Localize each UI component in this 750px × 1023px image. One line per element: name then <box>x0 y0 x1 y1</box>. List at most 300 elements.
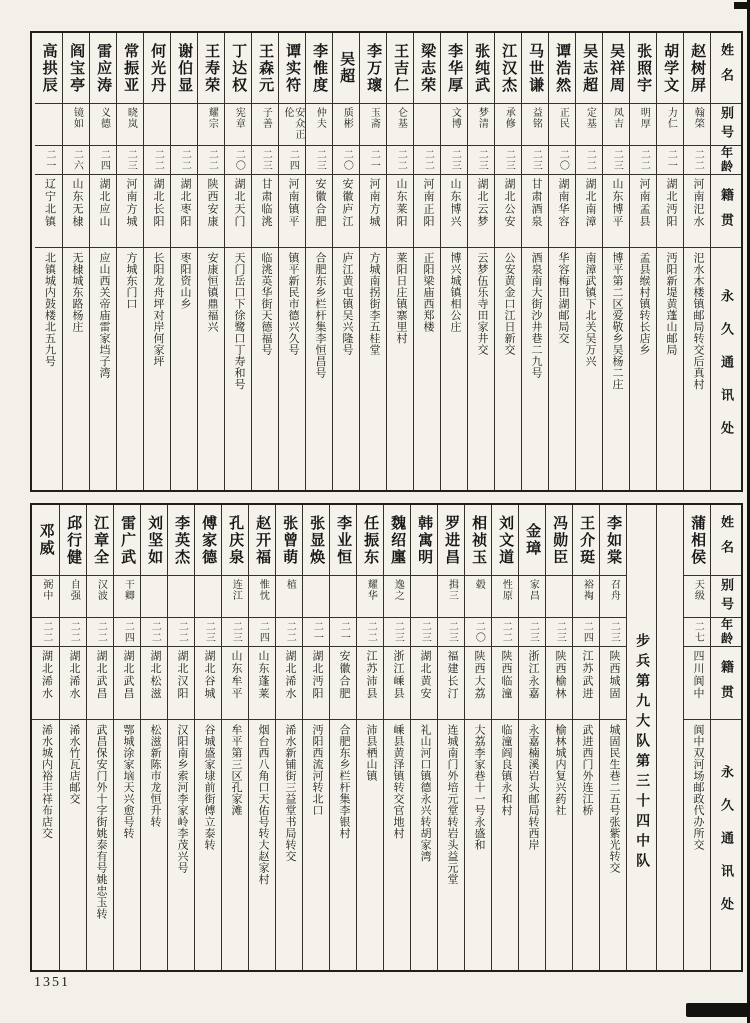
person-column <box>275 505 302 970</box>
person-native-place: 湖北谷城 <box>195 646 221 719</box>
person-address: 枣阳资山乡 <box>171 247 197 490</box>
person-address: 汉阳南乡索河李家岭李茂兴号 <box>168 719 194 970</box>
person-native-place: 山东牟平 <box>222 646 248 719</box>
person-age: 二一 <box>360 145 386 174</box>
person-native-place: 浙江永嘉 <box>519 646 545 719</box>
person-alias <box>411 575 437 617</box>
person-column <box>143 33 170 490</box>
page-number: 1351 <box>34 975 70 990</box>
person-column <box>170 33 197 490</box>
person-age: 二四 <box>114 617 140 646</box>
person-column <box>467 33 494 490</box>
person-address: 临洮英华街天德福号 <box>252 247 278 490</box>
person-address: 大荔李家巷十一号永盛和 <box>465 719 491 970</box>
person-column <box>221 505 248 970</box>
person-native-place: 湖北云梦 <box>468 174 494 247</box>
person-address: 牟平第三区孔家滩 <box>222 719 248 970</box>
person-age: 二二 <box>141 617 167 646</box>
person-name: 罗进昌 <box>443 514 460 566</box>
person-name: 谭实符 <box>284 42 301 94</box>
person-column <box>383 505 410 970</box>
person-age: 二一 <box>303 617 329 646</box>
person-address: 沔阳新堤黄蓬山邮局 <box>657 247 683 490</box>
person-column <box>548 33 575 490</box>
person-age: 二三 <box>603 145 629 174</box>
person-age: 二三 <box>411 617 437 646</box>
person-column <box>656 33 683 490</box>
person-native-place: 山东博平 <box>603 174 629 247</box>
person-address: 合肥东乡栏杆集李银村 <box>330 719 356 970</box>
person-age: 二三 <box>306 145 332 174</box>
person-name: 李惟度 <box>311 42 328 94</box>
person-name: 张曾萌 <box>281 514 298 566</box>
person-alias <box>303 575 329 617</box>
person-age: 二二 <box>630 145 656 174</box>
scan-corner-mark-top <box>734 2 750 9</box>
person-address: 莱阳日庄镇寨里村 <box>387 247 413 490</box>
person-age: 二四 <box>249 617 275 646</box>
person-column <box>329 505 356 970</box>
person-column <box>629 33 656 490</box>
person-column <box>683 505 710 970</box>
person-column <box>494 33 521 490</box>
person-age: 二二 <box>576 145 602 174</box>
person-name: 赵树屏 <box>689 42 706 94</box>
person-address: 孟县缑村镇转长店乡 <box>630 247 656 490</box>
person-age: 二一 <box>657 145 683 174</box>
person-alias: 义德 <box>90 103 116 145</box>
empty-column <box>656 505 683 970</box>
person-name: 韩寓明 <box>416 514 433 566</box>
person-native-place: 湖北浠水 <box>60 646 86 719</box>
person-alias: 翰棨 <box>684 103 710 145</box>
person-age: 二二 <box>87 617 113 646</box>
person-address: 天门岳口下徐鹭口丁寿和号 <box>225 247 251 490</box>
person-native-place: 湖北公安 <box>495 174 521 247</box>
person-native-place: 河南镇平 <box>279 174 305 247</box>
person-native-place: 安徽庐江 <box>333 174 359 247</box>
person-column <box>113 505 140 970</box>
person-native-place: 辽宁北镇 <box>35 174 62 247</box>
unit-annotation-column <box>626 505 656 970</box>
person-name: 傅家德 <box>200 514 217 566</box>
person-native-place: 湖北浠水 <box>276 646 302 719</box>
person-name: 王介珽 <box>578 514 595 566</box>
person-column <box>89 33 116 490</box>
person-native-place: 河南正阳 <box>414 174 440 247</box>
person-name: 张显焕 <box>308 514 325 566</box>
person-name: 谢伯显 <box>176 42 193 94</box>
page-content <box>30 31 743 972</box>
person-alias <box>35 103 62 145</box>
person-address: 浠水新铺街三益堂书局转交 <box>276 719 302 970</box>
person-name: 相祯玉 <box>470 514 487 566</box>
person-age: 二三 <box>546 617 572 646</box>
person-column <box>359 33 386 490</box>
person-column <box>356 505 383 970</box>
person-address: 阆中双河场邮政代办所交 <box>684 719 710 970</box>
person-address: 嵊县黄泽镇转交官地村 <box>384 719 410 970</box>
person-name: 吴志超 <box>581 42 598 94</box>
person-address: 酒泉南大街沙井巷二九号 <box>522 247 548 490</box>
person-address: 云梦伍乐寺田家井交 <box>468 247 494 490</box>
person-name: 邓威 <box>37 523 54 557</box>
top-table <box>30 31 743 492</box>
person-native-place: 湖北天门 <box>225 174 251 247</box>
person-name: 江章全 <box>92 514 109 566</box>
person-alias: 自强 <box>60 575 86 617</box>
person-native-place: 湖北松滋 <box>141 646 167 719</box>
person-age: 二三 <box>195 617 221 646</box>
person-column <box>575 33 602 490</box>
person-native-place: 四川阆中 <box>684 646 710 719</box>
person-age: 二二 <box>60 617 86 646</box>
person-name: 刘文道 <box>497 514 514 566</box>
person-age: 二四 <box>90 145 116 174</box>
person-address: 沛县栖山镇 <box>357 719 383 970</box>
person-alias: 文博 <box>441 103 467 145</box>
person-name: 何光丹 <box>149 42 166 94</box>
person-alias: 定基 <box>576 103 602 145</box>
person-address: 博平第二区爱敬乡吴杨二庄 <box>603 247 629 490</box>
person-column <box>518 505 545 970</box>
person-name: 张照宇 <box>635 42 652 94</box>
person-alias: 家昌 <box>519 575 545 617</box>
person-column <box>332 33 359 490</box>
person-native-place: 陕西安康 <box>198 174 224 247</box>
person-address: 永嘉楠溪岩头邮局转西岸 <box>519 719 545 970</box>
person-name: 阎宝亭 <box>68 42 85 94</box>
person-name: 刘坚如 <box>146 514 163 566</box>
person-alias: 仑基 <box>387 103 413 145</box>
person-column <box>683 33 710 490</box>
person-address: 方城东门口 <box>117 247 143 490</box>
person-alias: 裕裪 <box>573 575 599 617</box>
person-column <box>197 33 224 490</box>
person-address: 烟台西八角口天佑号转大赵家村 <box>249 719 275 970</box>
person-column <box>248 505 275 970</box>
scan-corner-mark-bottom <box>686 1003 750 1017</box>
person-column <box>437 505 464 970</box>
person-name: 雷应涛 <box>95 42 112 94</box>
person-native-place: 山东博兴 <box>441 174 467 247</box>
person-alias <box>168 575 194 617</box>
person-address: 浠水城内裕丰祥布店交 <box>32 719 59 970</box>
person-alias: 承修 <box>495 103 521 145</box>
person-address: 公安黄金口江日新交 <box>495 247 521 490</box>
header-age-label: 年龄 <box>711 145 741 174</box>
person-name: 丁达权 <box>230 42 247 94</box>
person-name: 梁志荣 <box>419 42 436 94</box>
person-age: 二三 <box>438 617 464 646</box>
person-age: 二四 <box>279 145 305 174</box>
person-name: 赵开福 <box>254 514 271 566</box>
person-alias: 玉斋 <box>360 103 386 145</box>
person-age: 二三 <box>495 145 521 174</box>
person-alias: 仲夫 <box>306 103 332 145</box>
person-alias: 干卿 <box>114 575 140 617</box>
person-column <box>440 33 467 490</box>
person-address: 浠水竹瓦店邮交 <box>60 719 86 970</box>
person-native-place: 湖北黄安 <box>411 646 437 719</box>
person-alias: 揖三 <box>438 575 464 617</box>
person-age: 二二 <box>357 617 383 646</box>
person-age: 二二 <box>492 617 518 646</box>
person-native-place: 湖北汉阳 <box>168 646 194 719</box>
person-address: 榆林城内复兴药社 <box>546 719 572 970</box>
person-age: 二七 <box>684 617 710 646</box>
person-address: 北镇城内鼓楼北五九号 <box>35 247 62 490</box>
person-address: 礼山河口镇德永兴转胡家湾 <box>411 719 437 970</box>
person-native-place: 江苏武进 <box>573 646 599 719</box>
person-address: 长阳龙舟坪对岸何家坪 <box>144 247 170 490</box>
person-native-place: 湖北沔阳 <box>303 646 329 719</box>
person-column <box>167 505 194 970</box>
person-name: 常振亚 <box>122 42 139 94</box>
person-age: 二三 <box>468 145 494 174</box>
person-age: 二二 <box>684 145 710 174</box>
person-age: 二四 <box>573 617 599 646</box>
person-native-place: 湖北枣阳 <box>171 174 197 247</box>
person-name: 雷广武 <box>119 514 136 566</box>
person-name: 胡学文 <box>662 42 679 94</box>
person-name: 孔庆泉 <box>227 514 244 566</box>
person-column <box>224 33 251 490</box>
person-alias: 弼中 <box>32 575 59 617</box>
person-alias <box>546 575 572 617</box>
person-address: 谷城盛家埭前街傅立泰转 <box>195 719 221 970</box>
person-name: 王吉仁 <box>392 42 409 94</box>
person-age: 二〇 <box>225 145 251 174</box>
person-alias: 植 <box>276 575 302 617</box>
person-alias: 子善 <box>252 103 278 145</box>
person-alias <box>414 103 440 145</box>
person-address: 正阳梁庙西郑楼 <box>414 247 440 490</box>
person-name: 张纯武 <box>473 42 490 94</box>
person-alias: 梦清 <box>468 103 494 145</box>
person-address: 安康恒镇鼎福兴 <box>198 247 224 490</box>
person-alias: 晓岚 <box>117 103 143 145</box>
person-age: 二三 <box>252 145 278 174</box>
person-column <box>116 33 143 490</box>
person-column <box>59 505 86 970</box>
unit-annotation: 步兵第九大队第三十四中队 <box>634 633 650 873</box>
person-alias: 质彬 <box>333 103 359 145</box>
person-alias: 召舟 <box>600 575 626 617</box>
person-name: 吴祥周 <box>608 42 625 94</box>
person-alias: 正民 <box>549 103 575 145</box>
person-native-place: 山东蓬莱 <box>249 646 275 719</box>
person-alias: 凤吉 <box>603 103 629 145</box>
person-name: 蒲相侯 <box>689 514 706 566</box>
person-alias: 镜如 <box>63 103 89 145</box>
person-alias: 汉波 <box>87 575 113 617</box>
person-name: 冯勋臣 <box>551 514 568 566</box>
person-name: 吴超 <box>338 51 355 85</box>
person-age: 二三 <box>441 145 467 174</box>
person-column <box>278 33 305 490</box>
person-name: 李业恒 <box>335 514 352 566</box>
person-alias: 明厚 <box>630 103 656 145</box>
person-name: 李万瓌 <box>365 42 382 94</box>
header-alias-label: 别号 <box>711 575 741 617</box>
person-native-place: 湖北沔阳 <box>657 174 683 247</box>
person-name: 金璋 <box>524 523 541 557</box>
person-address: 南漳武镇下北关吴万兴 <box>576 247 602 490</box>
person-native-place: 陕西榆林 <box>546 646 572 719</box>
person-column <box>464 505 491 970</box>
person-name: 魏绍廛 <box>389 514 406 566</box>
person-name: 马世谦 <box>527 42 544 94</box>
top-header-column <box>710 33 741 490</box>
person-column <box>86 505 113 970</box>
person-alias: 宪章 <box>225 103 251 145</box>
person-alias: 连江 <box>222 575 248 617</box>
person-name: 王森元 <box>257 42 274 94</box>
person-age: 二二 <box>144 145 170 174</box>
person-age: 二二 <box>276 617 302 646</box>
person-address: 武昌保安门外十字街姚泰有号姚忠玉转 <box>87 719 113 970</box>
person-column <box>491 505 518 970</box>
person-column <box>194 505 221 970</box>
person-age: 二三 <box>522 145 548 174</box>
person-alias: 力仁 <box>657 103 683 145</box>
person-address: 合肥东乡栏杆集李恒昌号 <box>306 247 332 490</box>
person-address: 城固民生巷二五号张紫光转交 <box>600 719 626 970</box>
person-age: 二一 <box>330 617 356 646</box>
person-age: 二三 <box>222 617 248 646</box>
person-alias: 逸之 <box>384 575 410 617</box>
person-age: 二三 <box>117 145 143 174</box>
person-name: 李如棠 <box>605 514 622 566</box>
person-alias: 毂 <box>465 575 491 617</box>
person-native-place: 陕西临潼 <box>492 646 518 719</box>
header-native-label: 籍贯 <box>711 646 741 719</box>
person-column <box>35 33 62 490</box>
person-column <box>386 33 413 490</box>
header-address-label: 永久通讯处 <box>711 719 741 970</box>
person-age: 二三 <box>519 617 545 646</box>
person-native-place: 陕西大荔 <box>465 646 491 719</box>
person-name: 王寿荣 <box>203 42 220 94</box>
person-column <box>545 505 572 970</box>
person-address: 沔阳西流河转北口 <box>303 719 329 970</box>
person-column <box>251 33 278 490</box>
person-alias: 惟忱 <box>249 575 275 617</box>
person-age: 二二 <box>414 145 440 174</box>
person-alias <box>195 575 221 617</box>
person-address: 连城南门外培元堂转岩头益元堂 <box>438 719 464 970</box>
person-address: 博兴城镇相公庄 <box>441 247 467 490</box>
person-alias: 天级 <box>684 575 710 617</box>
person-age: 二二 <box>171 145 197 174</box>
person-native-place: 河南方城 <box>117 174 143 247</box>
person-alias <box>330 575 356 617</box>
person-column <box>410 505 437 970</box>
person-age: 二〇 <box>465 617 491 646</box>
header-alias-label: 别号 <box>711 103 741 145</box>
header-native-label: 籍贯 <box>711 174 741 247</box>
person-native-place: 福建长汀 <box>438 646 464 719</box>
bottom-table <box>30 503 743 972</box>
person-column <box>62 33 89 490</box>
person-native-place: 湖北南漳 <box>576 174 602 247</box>
person-address: 方城南拐街李五桂堂 <box>360 247 386 490</box>
person-age: 二二 <box>198 145 224 174</box>
person-native-place: 安徽合肥 <box>330 646 356 719</box>
person-age: 二三 <box>600 617 626 646</box>
person-column <box>602 33 629 490</box>
header-name-label: 姓名 <box>719 43 735 93</box>
person-address: 无棣城东路杨庄 <box>63 247 89 490</box>
person-address: 鄂城涂家垴天兴愈号转 <box>114 719 140 970</box>
header-name-label: 姓名 <box>719 515 735 565</box>
person-alias: 安众正伦 <box>279 103 305 145</box>
person-alias: 耀华 <box>357 575 383 617</box>
person-address: 镇平新民市德兴久号 <box>279 247 305 490</box>
person-age: 二二 <box>168 617 194 646</box>
person-alias: 性原 <box>492 575 518 617</box>
person-native-place: 湖北武昌 <box>114 646 140 719</box>
person-column <box>413 33 440 490</box>
person-column <box>302 505 329 970</box>
person-alias: 耀宗 <box>198 103 224 145</box>
person-native-place: 湖北应山 <box>90 174 116 247</box>
person-name: 邱行健 <box>65 514 82 566</box>
person-name: 李英杰 <box>173 514 190 566</box>
person-address: 汜水木楼镇邮局转交后真村 <box>684 247 710 490</box>
header-address-label: 永久通讯处 <box>711 247 741 490</box>
person-native-place: 江苏沛县 <box>357 646 383 719</box>
person-age: 二二 <box>387 145 413 174</box>
person-age: 二〇 <box>549 145 575 174</box>
bottom-header-column <box>710 505 741 970</box>
person-name: 谭浩然 <box>554 42 571 94</box>
person-native-place: 河南方城 <box>360 174 386 247</box>
person-column <box>32 505 59 970</box>
person-column <box>521 33 548 490</box>
person-column <box>140 505 167 970</box>
person-alias <box>141 575 167 617</box>
person-address: 华容梅田湖邮局交 <box>549 247 575 490</box>
person-native-place: 山东莱阳 <box>387 174 413 247</box>
person-age: 二一 <box>35 145 62 174</box>
person-native-place: 湖南华容 <box>549 174 575 247</box>
person-native-place: 河南孟县 <box>630 174 656 247</box>
person-address: 应山西关帝庙雷家垱子湾 <box>90 247 116 490</box>
person-address: 庐江黄屯镇吴兴隆号 <box>333 247 359 490</box>
person-name: 高拱辰 <box>40 42 57 94</box>
person-age: 二六 <box>63 145 89 174</box>
person-alias: 益铭 <box>522 103 548 145</box>
person-native-place: 甘肃酒泉 <box>522 174 548 247</box>
person-native-place: 河南汜水 <box>684 174 710 247</box>
person-age: 二〇 <box>333 145 359 174</box>
person-native-place: 山东无棣 <box>63 174 89 247</box>
person-address: 临潼阎良镇永和村 <box>492 719 518 970</box>
header-age-label: 年龄 <box>711 617 741 646</box>
person-name: 任振东 <box>362 514 379 566</box>
person-name: 李华厚 <box>446 42 463 94</box>
empty-cell <box>657 505 683 970</box>
person-name: 江汉杰 <box>500 42 517 94</box>
person-age: 二二 <box>32 617 59 646</box>
person-column <box>599 505 626 970</box>
person-native-place: 浙江嵊县 <box>384 646 410 719</box>
person-native-place: 湖北长阳 <box>144 174 170 247</box>
person-native-place: 安徽合肥 <box>306 174 332 247</box>
person-alias <box>171 103 197 145</box>
